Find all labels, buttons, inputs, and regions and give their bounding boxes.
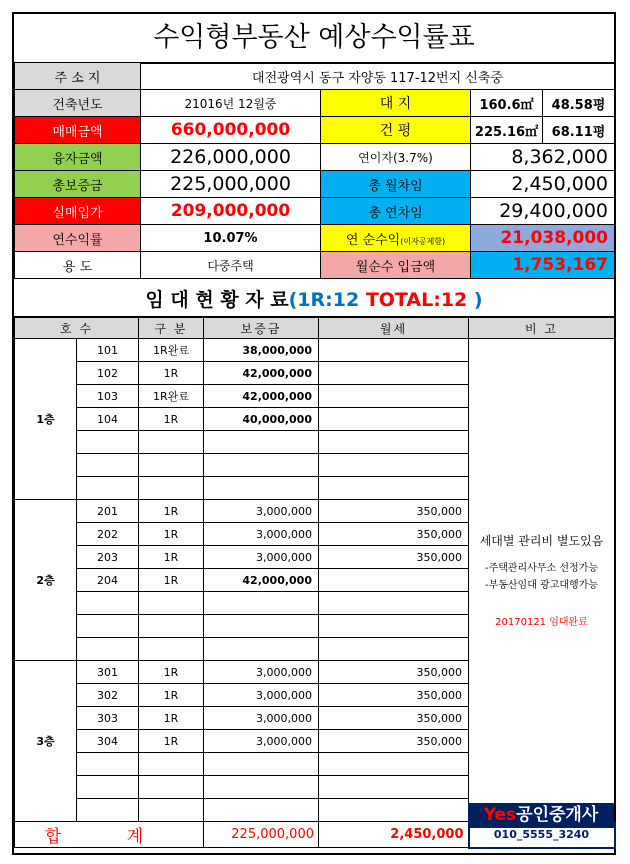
rent-title-main: 임 대 현 황 자 료 <box>145 289 289 311</box>
unit-deposit: 40,000,000 <box>204 408 319 431</box>
rent-section-title <box>14 284 614 317</box>
total-rent: 2,450,000 <box>319 822 469 848</box>
unit-rent <box>319 362 469 385</box>
total-deposit-value: 225,000,000 <box>141 171 321 198</box>
net-annual-note: (이자공제함) <box>400 236 446 246</box>
unit-deposit: 3,000,000 <box>204 661 319 684</box>
total-annual-label: 총 연차임 <box>321 198 471 225</box>
unit-type: 1R <box>139 500 204 523</box>
yield-label: 연수익률 <box>15 225 141 252</box>
unit-deposit: 3,000,000 <box>204 546 319 569</box>
unit-type: 1R완료 <box>139 339 204 362</box>
unit-rent <box>319 339 469 362</box>
total-monthly-label: 총 월차임 <box>321 171 471 198</box>
estimate-sheet <box>12 12 616 855</box>
page-title: 수익형부동산 예상수익률표 <box>14 14 614 64</box>
unit-deposit: 38,000,000 <box>204 339 319 362</box>
remarks-cell <box>469 339 615 822</box>
header-remarks: 비 고 <box>469 318 615 339</box>
unit-number: 102 <box>77 362 139 385</box>
unit-deposit: 42,000,000 <box>204 385 319 408</box>
net-annual-label <box>321 225 471 252</box>
unit-type: 1R <box>139 661 204 684</box>
summary-table <box>14 62 615 279</box>
unit-number: 101 <box>77 339 139 362</box>
land-label: 대 지 <box>321 90 471 117</box>
address-label: 주 소 지 <box>15 63 141 90</box>
agent-yes: Yes <box>483 805 517 825</box>
rent-header-row <box>15 318 615 339</box>
remark-line-1: -주택관리사무소 선정가능 <box>484 562 599 574</box>
total-monthly-value: 2,450,000 <box>471 171 615 198</box>
floor-label-1: 1층 <box>15 339 77 500</box>
land-area-m2: 160.6㎡ <box>471 90 543 117</box>
sale-price-label: 매매금액 <box>15 117 141 144</box>
land-area-py: 48.58평 <box>543 90 615 117</box>
total-annual-value: 29,400,000 <box>471 198 615 225</box>
total-deposit: 225,000,000 <box>204 822 319 848</box>
floor-area-m2: 225.16㎡ <box>471 117 543 144</box>
unit-deposit: 3,000,000 <box>204 684 319 707</box>
unit-rent <box>319 385 469 408</box>
unit-number: 301 <box>77 661 139 684</box>
net-monthly-label: 월순수 입금액 <box>321 252 471 279</box>
unit-number: 103 <box>77 385 139 408</box>
actual-price-label: 실매입가 <box>15 198 141 225</box>
unit-rent: 350,000 <box>319 661 469 684</box>
unit-type: 1R <box>139 684 204 707</box>
unit-type: 1R <box>139 362 204 385</box>
unit-number: 104 <box>77 408 139 431</box>
unit-number: 304 <box>77 730 139 753</box>
unit-deposit: 42,000,000 <box>204 569 319 592</box>
unit-number: 204 <box>77 569 139 592</box>
unit-type: 1R <box>139 546 204 569</box>
unit-type: 1R <box>139 569 204 592</box>
annual-interest-value: 8,362,000 <box>471 144 615 171</box>
floor-area-py: 68.11평 <box>543 117 615 144</box>
built-year-value: 21016년 12월중 <box>141 90 321 117</box>
unit-rent: 350,000 <box>319 546 469 569</box>
net-annual-value: 21,038,000 <box>471 225 615 252</box>
unit-number: 201 <box>77 500 139 523</box>
unit-deposit: 3,000,000 <box>204 500 319 523</box>
agent-name: 공인중개사 <box>516 805 599 825</box>
remark-main: 세대별 관리비 별도있음 <box>479 533 604 548</box>
unit-type: 1R <box>139 707 204 730</box>
header-unit: 호 수 <box>15 318 139 339</box>
rent-title-stats: (1R:12 <box>288 289 366 311</box>
table-row <box>15 339 615 362</box>
unit-deposit: 3,000,000 <box>204 523 319 546</box>
floor-label-2: 2층 <box>15 500 77 661</box>
loan-value: 226,000,000 <box>141 144 321 171</box>
sale-price-value: 660,000,000 <box>141 117 321 144</box>
unit-deposit: 42,000,000 <box>204 362 319 385</box>
agent-phone: 010_5555_3240 <box>469 822 615 848</box>
net-annual-label-text: 연 순수익 <box>345 232 401 248</box>
unit-deposit: 3,000,000 <box>204 730 319 753</box>
unit-rent: 350,000 <box>319 523 469 546</box>
address-value: 대전광역시 동구 자양동 117-12번지 신축중 <box>141 63 615 90</box>
unit-type: 1R <box>139 523 204 546</box>
unit-rent: 350,000 <box>319 684 469 707</box>
header-deposit: 보증금 <box>204 318 319 339</box>
unit-number: 302 <box>77 684 139 707</box>
annual-interest-label: 연이자(3.7%) <box>321 144 471 171</box>
unit-type: 1R완료 <box>139 385 204 408</box>
use-label: 용 도 <box>15 252 141 279</box>
rent-title-close: ) <box>467 289 483 311</box>
unit-number: 203 <box>77 546 139 569</box>
header-rent: 월세 <box>319 318 469 339</box>
unit-type: 1R <box>139 730 204 753</box>
remark-rented-date: 20170121 임대완료 <box>495 616 588 628</box>
yield-value: 10.07% <box>141 225 321 252</box>
unit-number: 303 <box>77 707 139 730</box>
floor-label-3: 3층 <box>15 661 77 822</box>
unit-deposit: 3,000,000 <box>204 707 319 730</box>
total-deposit-label: 총보증금 <box>15 171 141 198</box>
unit-rent: 350,000 <box>319 730 469 753</box>
loan-label: 융자금액 <box>15 144 141 171</box>
remark-line-2: -부동산임대 광고대행가능 <box>484 579 599 591</box>
unit-rent: 350,000 <box>319 500 469 523</box>
unit-rent: 350,000 <box>319 707 469 730</box>
unit-rent <box>319 569 469 592</box>
agent-name-badge <box>468 803 614 828</box>
unit-number: 202 <box>77 523 139 546</box>
unit-type: 1R <box>139 408 204 431</box>
unit-rent <box>319 408 469 431</box>
floor-area-label: 건 평 <box>321 117 471 144</box>
rent-title-total: TOTAL:12 <box>365 289 468 311</box>
net-monthly-value: 1,753,167 <box>471 252 615 279</box>
built-year-label: 건축년도 <box>15 90 141 117</box>
header-type: 구 분 <box>139 318 204 339</box>
actual-price-value: 209,000,000 <box>141 198 321 225</box>
rent-table <box>14 317 616 849</box>
use-value: 다중주택 <box>141 252 321 279</box>
total-label: 합 계 <box>15 822 204 848</box>
